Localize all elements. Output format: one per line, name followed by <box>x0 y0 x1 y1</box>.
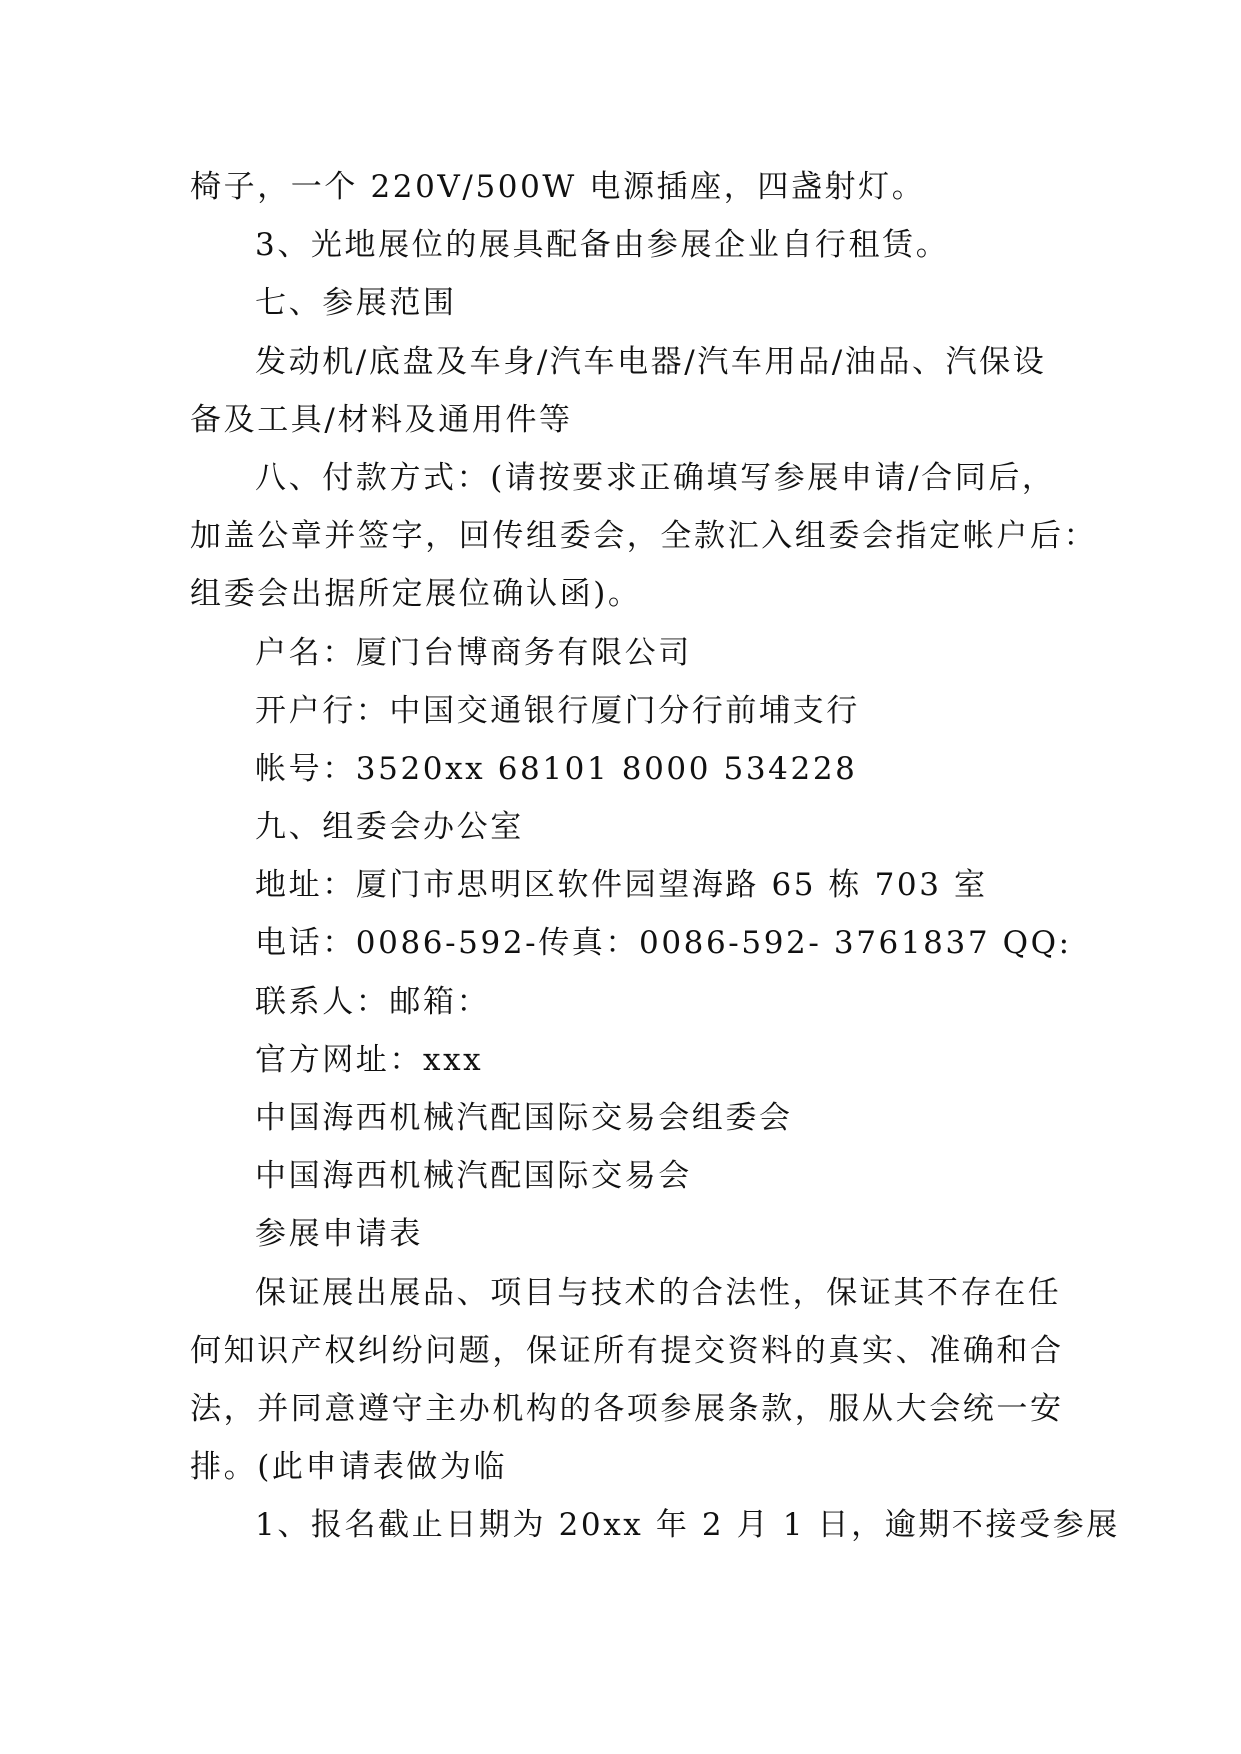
text-line: 组委会出据所定展位确认函)。 <box>190 576 642 613</box>
section-heading: 七、参展范围 <box>255 285 457 322</box>
text-line: 法，并同意遵守主办机构的各项参展条款，服从大会统一安 <box>190 1390 1064 1427</box>
section-heading: 八、付款方式：(请按要求正确填写参展申请/合同后， <box>255 459 1056 496</box>
text-line: 排。(此申请表做为临 <box>190 1449 508 1486</box>
bank-name: 开户行：中国交通银行厦门分行前埔支行 <box>255 692 860 729</box>
text-line: 何知识产权纠纷问题，保证所有提交资料的真实、准确和合 <box>190 1332 1064 1369</box>
text-line: 保证展出展品、项目与技术的合法性，保证其不存在任 <box>255 1274 1062 1311</box>
office-address: 地址：厦门市思明区软件园望海路 65 栋 703 室 <box>255 867 988 904</box>
form-title: 参展申请表 <box>255 1216 423 1253</box>
event-name: 中国海西机械汽配国际交易会 <box>255 1158 692 1195</box>
text-line: 发动机/底盘及车身/汽车电器/汽车用品/油品、汽保设 <box>255 343 1047 380</box>
text-line: 椅子，一个 220V/500W 电源插座，四盏射灯。 <box>190 169 926 205</box>
organizer-name: 中国海西机械汽配国际交易会组委会 <box>255 1100 793 1136</box>
account-name: 户名：厦门台博商务有限公司 <box>255 634 692 671</box>
contact-email: 联系人：邮箱： <box>255 983 491 1020</box>
document-body <box>190 158 1120 1555</box>
account-number: 帐号：3520xx 68101 8000 534228 <box>255 750 858 787</box>
text-line: 加盖公章并签字，回传组委会，全款汇入组委会指定帐户后： <box>190 518 1098 555</box>
office-phone-fax: 电话：0086-592-传真：0086-592- 3761837 QQ: <box>255 925 1072 962</box>
text-line: 1、报名截止日期为 20xx 年 2 月 1 日，逾期不接受参展 <box>255 1507 1120 1544</box>
text-line: 3、光地展位的展具配备由参展企业自行租赁。 <box>255 227 950 264</box>
section-heading: 九、组委会办公室 <box>255 809 524 846</box>
official-website: 官方网址：xxx <box>255 1041 484 1078</box>
text-line: 备及工具/材料及通用件等 <box>190 401 573 438</box>
